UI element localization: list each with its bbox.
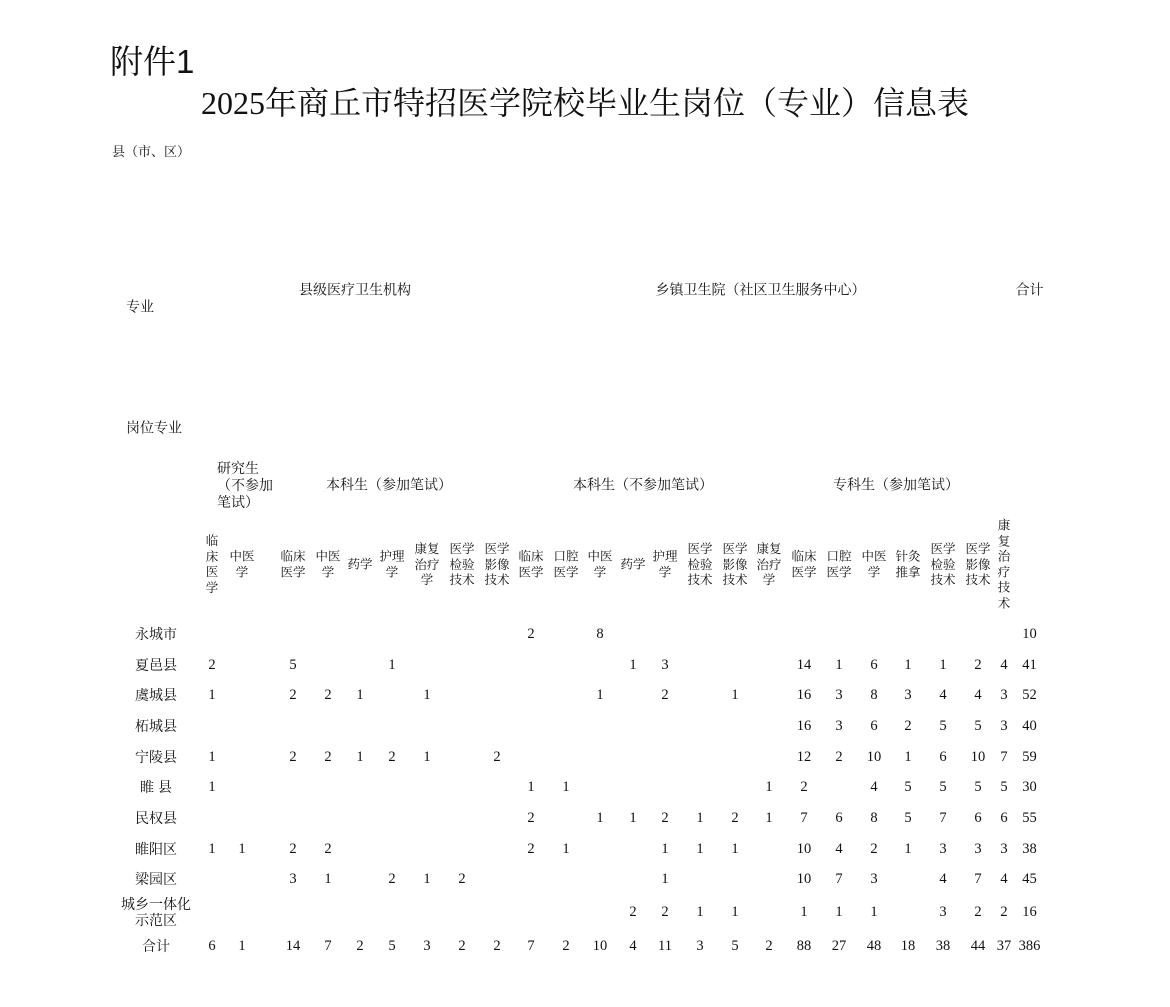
column-header-line: 护理 (652, 549, 678, 564)
column-header-line: 技术 (930, 572, 956, 587)
row-total: 30 (1022, 779, 1037, 795)
table-cell: 3 (870, 871, 878, 887)
table-cell: 5 (974, 779, 982, 795)
table-cell: 1 (208, 779, 216, 795)
table-cell: 3 (939, 904, 947, 920)
table-row (0, 834, 1170, 864)
column-header-line: 床 (205, 549, 219, 564)
table-cell: 10 (592, 938, 608, 954)
table-cell: 1 (904, 841, 912, 857)
table-cell: 10 (796, 871, 812, 887)
column-header-line: 疗 (997, 565, 1011, 579)
column-header-line: 中医 (229, 549, 255, 564)
column-header-line: 医学 (826, 565, 852, 579)
column-header-line: 治 (997, 549, 1011, 564)
column-header-line: 药学 (620, 557, 646, 572)
column-header-16 (722, 542, 747, 589)
category-label-line: 研究生 (217, 459, 259, 476)
table-cell: 37 (996, 938, 1012, 954)
column-header-3 (280, 550, 305, 581)
table-cell: 6 (835, 810, 843, 826)
table-cell: 5 (289, 657, 297, 673)
table-cell: 8 (870, 687, 878, 703)
column-header-21 (895, 550, 920, 581)
table-cell: 4 (1000, 657, 1008, 673)
column-header-line: 推拿 (895, 565, 921, 579)
table-cell: 2 (904, 718, 912, 734)
table-cell: 1 (696, 904, 704, 920)
table-cell: 7 (835, 871, 843, 887)
column-header-line: 检验 (449, 557, 475, 572)
column-header-line: 医学 (518, 565, 544, 579)
column-header-line: 治疗 (414, 557, 440, 572)
column-header-line: 中医 (587, 549, 613, 564)
table-cell: 2 (731, 810, 739, 826)
table-cell: 1 (527, 779, 535, 795)
column-header-17 (756, 542, 781, 589)
column-header-8 (449, 542, 474, 589)
row-label-line: 民权县 (135, 810, 177, 826)
table-cell: 8 (870, 810, 878, 826)
table-cell: 2 (974, 657, 982, 673)
table-cell: 6 (1000, 810, 1008, 826)
column-header-line: 医学 (930, 541, 956, 556)
column-header-line: 医学 (449, 541, 475, 556)
column-header-line: 学 (593, 565, 607, 579)
column-header-line: 学 (205, 580, 219, 595)
table-cell: 6 (939, 749, 947, 765)
column-header-24 (998, 519, 1011, 612)
table-cell: 6 (208, 938, 216, 954)
column-header-line: 康复 (414, 541, 440, 556)
row-label-line: 睢 县 (140, 779, 172, 795)
table-cell: 6 (974, 810, 982, 826)
column-header-line: 临 (205, 534, 219, 548)
table-cell: 1 (765, 779, 773, 795)
table-row (0, 864, 1170, 894)
table-cell: 2 (661, 810, 669, 826)
row-label (135, 749, 177, 765)
table-cell: 5 (904, 810, 912, 826)
table-cell: 1 (356, 749, 364, 765)
table-cell: 1 (661, 871, 669, 887)
table-cell: 1 (696, 810, 704, 826)
table-cell: 14 (796, 657, 812, 673)
column-header-line: 技 (997, 580, 1011, 595)
table-cell: 3 (835, 718, 843, 734)
column-header-9 (484, 542, 509, 589)
group-header-township: 乡镇卫生院（社区卫生服务中心） (655, 281, 866, 298)
column-header-line: 学 (867, 565, 881, 579)
column-header-line: 护理 (379, 549, 405, 564)
row-label (135, 841, 177, 857)
table-cell: 1 (904, 749, 912, 765)
row-total: 41 (1022, 657, 1037, 673)
row-label-line: 城乡一体化 (121, 896, 191, 912)
corner-label-specialty: 专业 (126, 298, 154, 315)
table-cell: 10 (796, 841, 812, 857)
table-cell: 5 (939, 779, 947, 795)
table-cell: 4 (629, 938, 637, 954)
table-cell: 2 (458, 938, 466, 954)
table-cell: 5 (974, 718, 982, 734)
row-label-line: 柘城县 (135, 718, 177, 734)
table-cell: 2 (562, 938, 570, 954)
column-header-line: 康 (997, 518, 1011, 533)
row-label (142, 938, 170, 954)
table-cell: 6 (870, 718, 878, 734)
table-cell: 2 (324, 841, 332, 857)
row-label-line: 梁园区 (135, 871, 177, 887)
table-cell: 3 (289, 871, 297, 887)
table-cell: 1 (423, 871, 431, 887)
table-cell: 2 (629, 904, 637, 920)
category-undergraduate-exam (326, 477, 452, 494)
table-cell: 6 (870, 657, 878, 673)
table-cell: 1 (324, 871, 332, 887)
table-cell: 5 (1000, 779, 1008, 795)
category-label-line: 笔试） (217, 493, 259, 510)
table-cell: 7 (527, 938, 535, 954)
column-header-line: 学 (321, 565, 335, 579)
table-cell: 2 (1000, 904, 1008, 920)
table-cell: 2 (974, 904, 982, 920)
column-header-line: 术 (997, 596, 1011, 610)
table-cell: 16 (796, 687, 812, 703)
table-cell: 5 (388, 938, 396, 954)
row-label-line: 睢阳区 (135, 841, 177, 857)
column-header-5 (347, 557, 372, 573)
row-label (135, 626, 177, 642)
row-label-line: 虞城县 (135, 687, 177, 703)
category-label-line: （不参加 (217, 476, 273, 493)
table-cell: 1 (835, 657, 843, 673)
table-cell: 1 (904, 657, 912, 673)
group-header-total: 合计 (1015, 281, 1044, 298)
row-total: 16 (1022, 904, 1037, 920)
table-cell: 2 (324, 749, 332, 765)
row-total: 386 (1018, 938, 1041, 954)
column-header-6 (379, 550, 404, 581)
column-header-line: 学 (420, 572, 434, 587)
table-cell: 2 (289, 687, 297, 703)
row-label (135, 687, 177, 703)
table-cell: 3 (904, 687, 912, 703)
table-cell: 7 (1000, 749, 1008, 765)
table-cell: 1 (423, 687, 431, 703)
table-cell: 3 (423, 938, 431, 954)
category-label-line: 本科生（不参加笔试） (573, 476, 713, 493)
column-header-line: 技术 (722, 572, 748, 587)
table-cell: 1 (765, 810, 773, 826)
table-cell: 3 (974, 841, 982, 857)
table-cell: 5 (731, 938, 739, 954)
column-header-line: 医学 (791, 565, 817, 579)
column-header-line: 影像 (484, 557, 510, 572)
table-cell: 1 (208, 687, 216, 703)
column-header-line: 影像 (965, 557, 991, 572)
table-cell: 1 (696, 841, 704, 857)
table-cell: 44 (970, 938, 986, 954)
table-cell: 1 (731, 841, 739, 857)
table-cell: 2 (388, 749, 396, 765)
table-cell: 1 (629, 810, 637, 826)
column-header-line: 复 (997, 534, 1011, 548)
column-header-1 (206, 534, 219, 596)
column-header-4 (315, 550, 340, 581)
table-cell: 1 (870, 904, 878, 920)
table-cell: 3 (835, 687, 843, 703)
column-header-line: 检验 (930, 557, 956, 572)
table-cell: 3 (696, 938, 704, 954)
table-cell: 3 (1000, 687, 1008, 703)
table-cell: 2 (661, 904, 669, 920)
column-header-line: 学 (762, 572, 776, 587)
column-header-line: 临床 (280, 549, 306, 564)
column-header-line: 医学 (280, 565, 306, 579)
column-header-line: 康复 (756, 541, 782, 556)
column-header-20 (861, 550, 886, 581)
column-header-line: 检验 (687, 557, 713, 572)
row-label-line: 永城市 (135, 626, 177, 642)
table-cell: 1 (731, 904, 739, 920)
column-header-line: 技术 (965, 572, 991, 587)
table-cell: 2 (324, 687, 332, 703)
table-row (0, 772, 1170, 802)
table-cell: 1 (596, 687, 604, 703)
column-header-line: 医学 (722, 541, 748, 556)
column-header-14 (652, 550, 677, 581)
row-total: 52 (1022, 687, 1037, 703)
column-header-7 (414, 542, 439, 589)
table-cell: 16 (796, 718, 812, 734)
column-header-line: 临床 (518, 549, 544, 564)
table-cell: 2 (388, 871, 396, 887)
table-cell: 1 (661, 841, 669, 857)
table-cell: 11 (658, 938, 672, 954)
table-cell: 1 (939, 657, 947, 673)
column-header-23 (965, 542, 990, 589)
corner-label-post-specialty: 岗位专业 (126, 419, 182, 436)
table-cell: 2 (870, 841, 878, 857)
table-cell: 4 (974, 687, 982, 703)
table-cell: 7 (324, 938, 332, 954)
table-cell: 10 (866, 749, 882, 765)
column-header-12 (587, 550, 612, 581)
column-header-line: 影像 (722, 557, 748, 572)
column-header-line: 学 (658, 565, 672, 579)
category-label-line: 专科生（参加笔试） (833, 476, 959, 493)
row-label (135, 810, 177, 826)
table-cell: 1 (238, 938, 246, 954)
table-cell: 3 (1000, 841, 1008, 857)
column-header-line: 口腔 (553, 549, 579, 564)
table-cell: 5 (904, 779, 912, 795)
column-header-line: 医 (205, 565, 219, 579)
row-label (140, 779, 172, 795)
table-cell: 2 (765, 938, 773, 954)
table-cell: 7 (939, 810, 947, 826)
table-cell: 10 (970, 749, 986, 765)
category-undergraduate-no-exam (573, 477, 713, 494)
table-cell: 3 (1000, 718, 1008, 734)
table-cell: 1 (208, 841, 216, 857)
table-cell: 2 (527, 841, 535, 857)
table-cell: 4 (939, 687, 947, 703)
table-row (0, 742, 1170, 772)
row-label-line: 夏邑县 (135, 657, 177, 673)
column-header-line: 临床 (791, 549, 817, 564)
table-cell: 7 (974, 871, 982, 887)
table-cell: 2 (835, 749, 843, 765)
row-label (135, 657, 177, 673)
column-header-line: 中医 (315, 549, 341, 564)
table-cell: 1 (356, 687, 364, 703)
table-cell: 1 (208, 749, 216, 765)
column-header-line: 口腔 (826, 549, 852, 564)
column-header-2 (229, 550, 254, 581)
table-cell: 2 (527, 626, 535, 642)
row-label-line: 合计 (142, 938, 170, 954)
table-row (0, 897, 1170, 927)
table-cell: 1 (835, 904, 843, 920)
column-header-line: 技术 (449, 572, 475, 587)
column-header-10 (518, 550, 543, 581)
column-header-line: 医学 (484, 541, 510, 556)
table-cell: 1 (596, 810, 604, 826)
table-cell: 38 (935, 938, 951, 954)
attachment-label: 附件1 (110, 43, 195, 80)
table-cell: 1 (800, 904, 808, 920)
group-header-county-level: 县级医疗卫生机构 (299, 281, 411, 298)
row-total: 55 (1022, 810, 1037, 826)
table-cell: 4 (939, 871, 947, 887)
table-cell: 2 (458, 871, 466, 887)
table-cell: 12 (796, 749, 812, 765)
column-header-15 (687, 542, 712, 589)
column-header-19 (826, 550, 851, 581)
column-header-13 (620, 557, 645, 573)
document-title: 2025年商丘市特招医学院校毕业生岗位（专业）信息表 (200, 85, 970, 121)
table-cell: 1 (562, 841, 570, 857)
table-cell: 4 (835, 841, 843, 857)
table-cell: 8 (596, 626, 604, 642)
table-cell: 1 (731, 687, 739, 703)
table-cell: 2 (289, 841, 297, 857)
table-row (0, 619, 1170, 649)
table-cell: 4 (1000, 871, 1008, 887)
column-header-line: 治疗 (756, 557, 782, 572)
column-header-line: 医学 (965, 541, 991, 556)
row-total: 45 (1022, 871, 1037, 887)
table-cell: 1 (388, 657, 396, 673)
table-cell: 4 (870, 779, 878, 795)
category-college-exam (833, 477, 959, 494)
table-row (0, 650, 1170, 680)
table-cell: 1 (629, 657, 637, 673)
table-cell: 2 (661, 687, 669, 703)
table-cell: 2 (208, 657, 216, 673)
region-label: 县（市、区） (112, 144, 191, 159)
table-cell: 27 (831, 938, 847, 954)
row-label-line: 宁陵县 (135, 749, 177, 765)
row-label-line: 示范区 (135, 912, 177, 928)
column-header-line: 医学 (553, 565, 579, 579)
table-cell: 3 (939, 841, 947, 857)
table-cell: 48 (866, 938, 882, 954)
table-cell: 2 (356, 938, 364, 954)
table-cell: 7 (800, 810, 808, 826)
table-cell: 18 (900, 938, 916, 954)
table-cell: 2 (800, 779, 808, 795)
column-header-line: 学 (235, 565, 249, 579)
column-header-line: 针灸 (895, 549, 921, 564)
column-header-line: 医学 (687, 541, 713, 556)
table-row (0, 803, 1170, 833)
column-header-line: 中医 (861, 549, 887, 564)
table-cell: 2 (493, 749, 501, 765)
row-total: 40 (1022, 718, 1037, 734)
column-header-line: 药学 (347, 557, 373, 572)
table-cell: 1 (423, 749, 431, 765)
column-header-line: 技术 (484, 572, 510, 587)
table-cell: 2 (493, 938, 501, 954)
table-cell: 88 (796, 938, 812, 954)
table-row (0, 680, 1170, 710)
row-label (121, 896, 191, 928)
category-label-line: 本科生（参加笔试） (326, 476, 452, 493)
table-row (0, 711, 1170, 741)
row-total: 10 (1022, 626, 1037, 642)
table-cell: 2 (527, 810, 535, 826)
row-label (135, 718, 177, 734)
table-cell: 1 (238, 841, 246, 857)
table-cell: 2 (289, 749, 297, 765)
column-header-line: 学 (385, 565, 399, 579)
column-header-11 (553, 550, 578, 581)
column-header-22 (930, 542, 955, 589)
table-cell: 1 (562, 779, 570, 795)
row-total: 59 (1022, 749, 1037, 765)
totals-row (0, 931, 1170, 961)
category-graduate-no-exam (217, 460, 273, 511)
table-cell: 3 (661, 657, 669, 673)
column-header-line: 技术 (687, 572, 713, 587)
table-cell: 14 (285, 938, 301, 954)
table-cell: 5 (939, 718, 947, 734)
row-total: 38 (1022, 841, 1037, 857)
row-label (135, 871, 177, 887)
column-header-18 (791, 550, 816, 581)
